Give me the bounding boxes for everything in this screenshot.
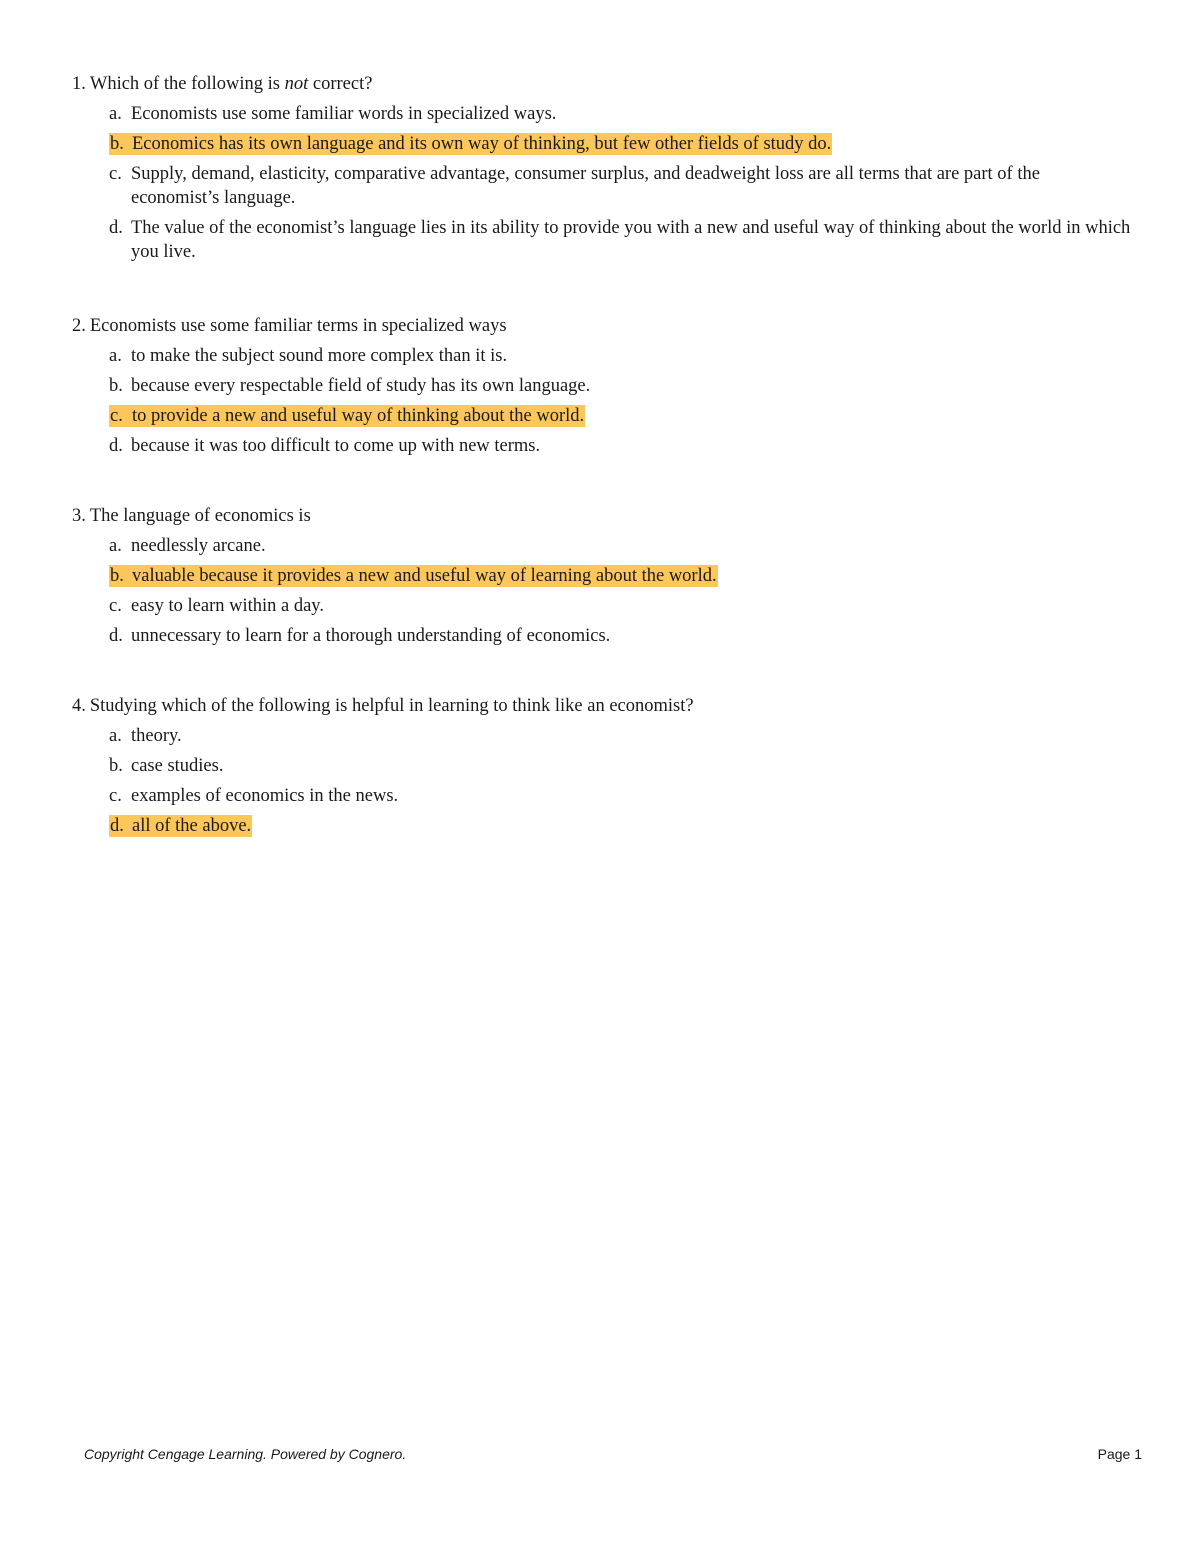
choice-text: because every respectable field of study has its own language. [131,376,591,396]
choice-text: all of the above. [132,816,252,836]
choice-a [109,534,1132,558]
choice-letter: c. [109,786,122,806]
question-emphasis: not [284,74,309,94]
choice-text: unnecessary to learn for a thorough understanding of economics. [131,626,611,646]
answer-highlight [109,815,252,837]
choice-list [72,724,1132,838]
question-4 [72,694,1132,844]
choice-a [109,102,1132,126]
choice-text: case studies. [131,756,224,776]
answer-highlight [109,405,585,427]
question-number: 2. [72,316,86,336]
question-number: 4. [72,696,86,716]
answer-highlight [109,565,718,587]
choice-d [109,216,1132,264]
choice-text: to make the subject sound more complex than it is. [131,346,508,366]
choice-letter: d. [109,218,123,238]
choice-text: easy to learn within a day. [131,596,324,616]
choice-b [109,564,1132,588]
question-stem [72,314,1132,338]
choice-d [109,434,1132,458]
choice-list [72,534,1132,648]
choice-letter: c. [110,406,123,426]
choice-c [109,162,1132,210]
choice-letter: d. [110,816,124,836]
choice-text: examples of economics in the news. [131,786,399,806]
choice-letter: c. [109,596,122,616]
answer-highlight [109,133,832,155]
choice-text: Supply, demand, elasticity, comparative advantage, consumer surplus, and deadweight loss are all terms that are part of the economist’s language. [131,164,1040,208]
question-text: Which of the following is [89,74,285,94]
page-number: Page 1 [1097,1446,1142,1462]
choice-letter: a. [109,726,122,746]
question-text-end: correct? [308,74,373,94]
choice-text: because it was too difficult to come up with new terms. [131,436,541,456]
question-1 [72,72,1132,270]
choice-b [109,754,1132,778]
choice-letter: d. [109,436,123,456]
choice-letter: d. [109,626,123,646]
choice-text: Economists use some familiar words in specialized ways. [131,104,557,124]
choice-text: needlessly arcane. [131,536,266,556]
question-2 [72,314,1132,464]
choice-letter: a. [109,346,122,366]
choice-letter: b. [110,566,124,586]
choice-text: Economics has its own language and its own way of thinking, but few other fields of study do. [132,134,832,154]
choice-letter: b. [109,376,123,396]
choice-d [109,814,1132,838]
question-stem [72,72,1132,96]
question-number: 3. [72,506,86,526]
choice-letter: b. [110,134,124,154]
choice-a [109,724,1132,748]
choice-list [72,344,1132,458]
question-number: 1. [72,74,86,94]
choice-b [109,374,1132,398]
question-3 [72,504,1132,654]
question-text: Economists use some familiar terms in specialized ways [89,316,507,336]
choice-letter: b. [109,756,123,776]
choice-text: theory. [131,726,182,746]
choice-list [72,102,1132,264]
choice-c [109,594,1132,618]
choice-d [109,624,1132,648]
choice-b [109,132,1132,156]
question-text: Studying which of the following is helpful in learning to think like an economist? [89,696,694,716]
question-stem [72,504,1132,528]
question-text: The language of economics is [89,506,311,526]
copyright-notice: Copyright Cengage Learning. Powered by Cognero. [84,1446,407,1462]
choice-a [109,344,1132,368]
question-stem [72,694,1132,718]
choice-text: valuable because it provides a new and useful way of learning about the world. [132,566,717,586]
choice-letter: a. [109,536,122,556]
choice-c [109,404,1132,428]
choice-letter: c. [109,164,122,184]
choice-text: to provide a new and useful way of thinking about the world. [132,406,585,426]
choice-letter: a. [109,104,122,124]
choice-c [109,784,1132,808]
choice-text: The value of the economist’s language lies in its ability to provide you with a new and useful way of thinking about the world in which you live. [131,218,1131,262]
